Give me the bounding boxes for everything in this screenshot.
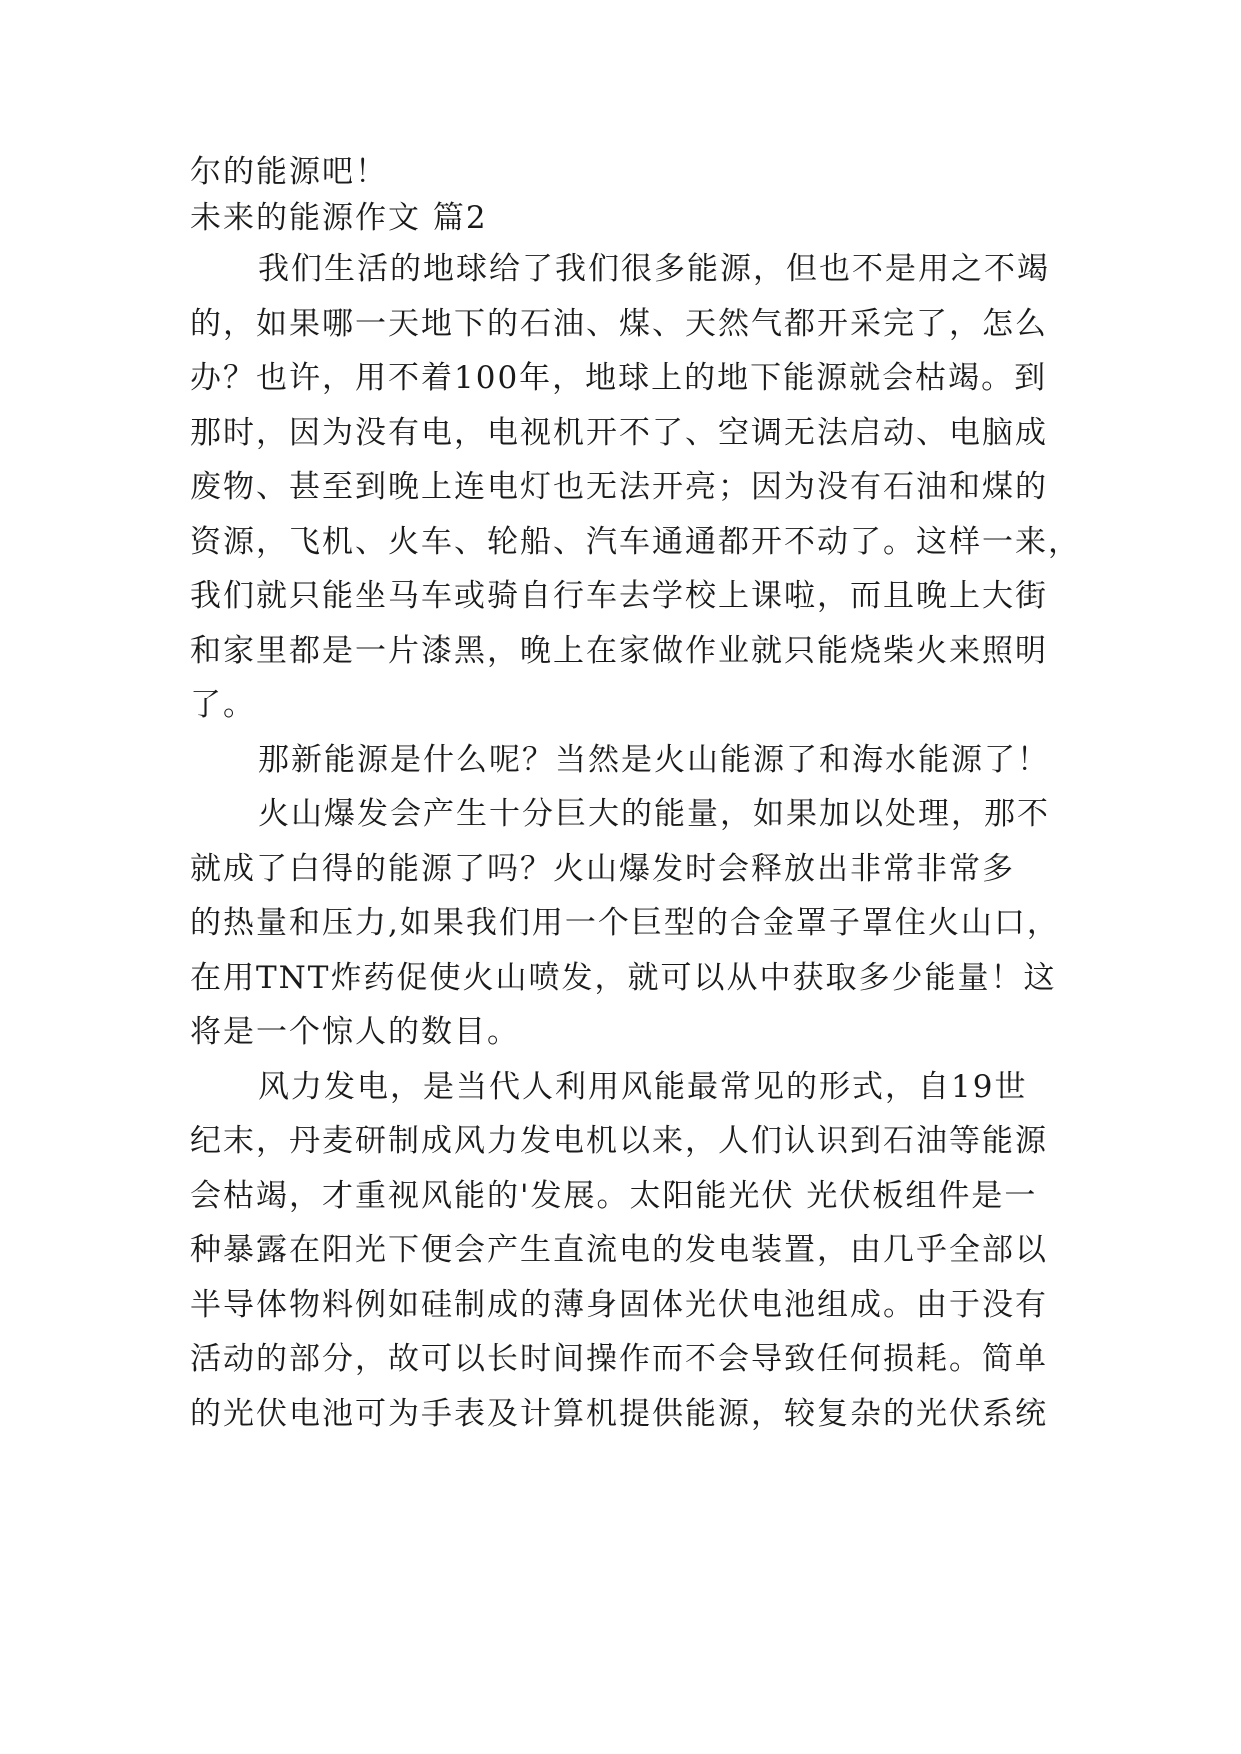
paragraph-line: 我们生活的地球给了我们很多能源，但也不是用之不竭 — [258, 251, 1050, 287]
paragraph-line: 资源，飞机、火车、轮船、汽车通通都开不动了。这样一来， — [190, 524, 1081, 560]
paragraph-line: 活动的部分，故可以长时间操作而不会导致任何损耗。简单 — [190, 1341, 1048, 1377]
paragraph-line: 那时，因为没有电，电视机开不了、空调无法启动、电脑成 — [190, 415, 1048, 451]
paragraph-line: 火山爆发会产生十分巨大的能量，如果加以处理，那不 — [258, 796, 1050, 832]
text-line: 尔的能源吧！ — [190, 154, 388, 190]
paragraph-line: 了。 — [190, 687, 256, 723]
section-heading: 未来的能源作文 篇2 — [190, 200, 488, 236]
paragraph-line: 废物、甚至到晚上连电灯也无法开亮；因为没有石油和煤的 — [190, 469, 1048, 505]
paragraph-line: 办？也许，用不着100年，地球上的地下能源就会枯竭。到 — [190, 360, 1048, 396]
paragraph-line: 就成了白得的能源了吗？火山爆发时会释放出非常非常多 — [190, 851, 1015, 887]
paragraph-line: 的，如果哪一天地下的石油、煤、天然气都开采完了，怎么 — [190, 306, 1048, 342]
paragraph-line: 我们就只能坐马车或骑自行车去学校上课啦，而且晚上大街 — [190, 578, 1048, 614]
paragraph-line: 的热量和压力,如果我们用一个巨型的合金罩子罩住火山口， — [190, 905, 1060, 941]
paragraph-line: 纪末，丹麦研制成风力发电机以来，人们认识到石油等能源 — [190, 1123, 1048, 1159]
paragraph-line: 风力发电，是当代人利用风能最常见的形式，自19世 — [258, 1069, 1028, 1105]
paragraph-line: 半导体物料例如硅制成的薄身固体光伏电池组成。由于没有 — [190, 1287, 1048, 1323]
paragraph-line: 种暴露在阳光下便会产生直流电的发电装置，由几乎全部以 — [190, 1232, 1048, 1268]
paragraph-line: 那新能源是什么呢？当然是火山能源了和海水能源了！ — [258, 742, 1050, 778]
paragraph-line: 的光伏电池可为手表及计算机提供能源，较复杂的光伏系统 — [190, 1396, 1048, 1432]
paragraph-line: 和家里都是一片漆黑，晚上在家做作业就只能烧柴火来照明 — [190, 633, 1048, 669]
paragraph-line: 会枯竭，才重视风能的'发展。太阳能光伏 光伏板组件是一 — [190, 1178, 1038, 1214]
paragraph-line: 在用TNT炸药促使火山喷发，就可以从中获取多少能量！这 — [190, 960, 1057, 996]
paragraph-line: 将是一个惊人的数目。 — [190, 1014, 520, 1050]
